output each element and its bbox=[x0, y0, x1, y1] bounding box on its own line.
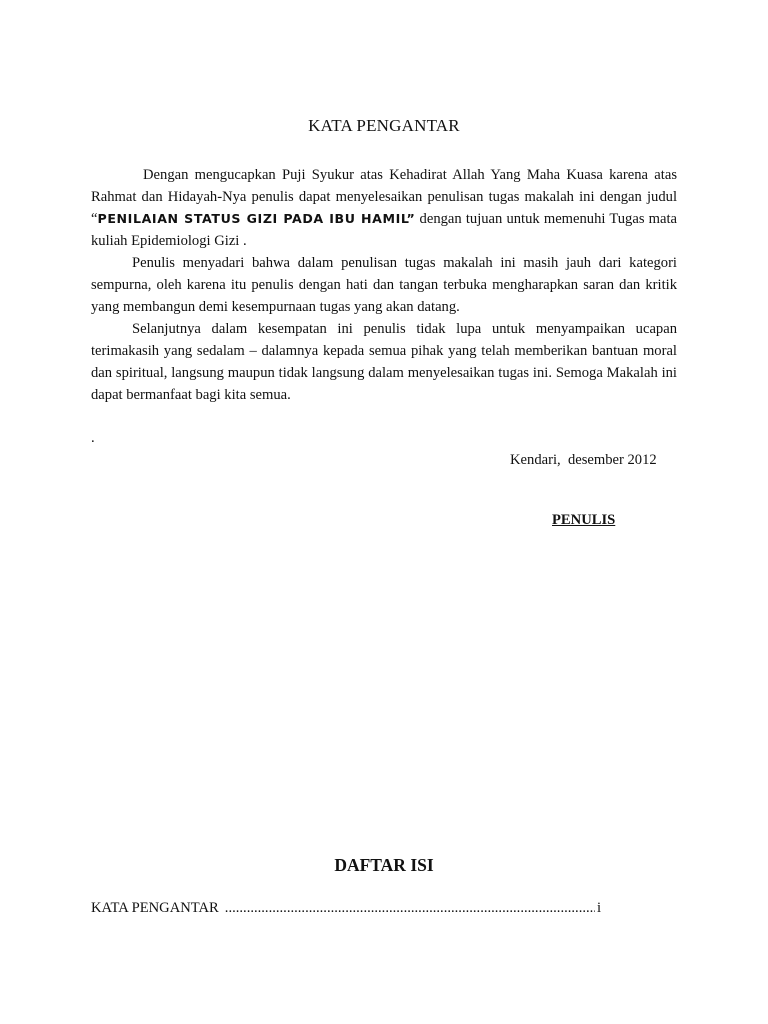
paragraph-thanks-text: Selanjutnya dalam kesempatan ini penulis tidak lupa untuk menyampaikan ucapan terimakasih yang sedalam – dalamnya kepada semua pihak yang telah memberikan bantuan moral dan spiritual, langsung maupun tidak langsung dalam menyelesaikan tugas ini. Semoga Makalah ini dapat bermanfaat bagi kita semua. bbox=[91, 321, 677, 403]
paragraph-thanks bbox=[91, 318, 677, 406]
paragraph-acknowledgement-text: Penulis menyadari bahwa dalam penulisan tugas makalah ini masih jauh dari kategori sempurna, oleh karena itu penulis dengan hati dan tangan terbuka mengharapkan saran dan kritik yang membangun demi kesempurnaan tugas yang akan datang. bbox=[91, 255, 677, 315]
signer-name: PENULIS bbox=[552, 512, 616, 528]
toc-entry-page: i bbox=[596, 900, 601, 916]
paragraph-intro bbox=[91, 164, 677, 252]
toc-title: DAFTAR ISI bbox=[334, 855, 434, 875]
stray-period: . bbox=[91, 430, 95, 446]
toc-entry[interactable] bbox=[91, 900, 601, 917]
paper-title-quote: PENILAIAN STATUS GIZI PADA IBU HAMIL” bbox=[97, 211, 416, 226]
toc-dot-leader bbox=[225, 900, 595, 917]
paragraph-intro-purpose: dengan tujuan untuk memenuhi Tugas mata kuliah Epidemiologi Gizi . bbox=[91, 211, 678, 249]
paragraph-intro-text: Dengan mengucapkan Puji Syukur atas Kehadirat Allah Yang Maha Kuasa karena atas Rahmat dan Hidayah-Nya penulis dapat menyelesaikan penulisan tugas makalah ini dengan judul “ bbox=[91, 167, 677, 227]
toc-entry-label: KATA PENGANTAR bbox=[91, 900, 219, 916]
page-title: KATA PENGANTAR bbox=[308, 116, 460, 135]
paragraph-acknowledgement bbox=[91, 252, 677, 318]
place-date: Kendari, desember 2012 bbox=[510, 452, 657, 468]
